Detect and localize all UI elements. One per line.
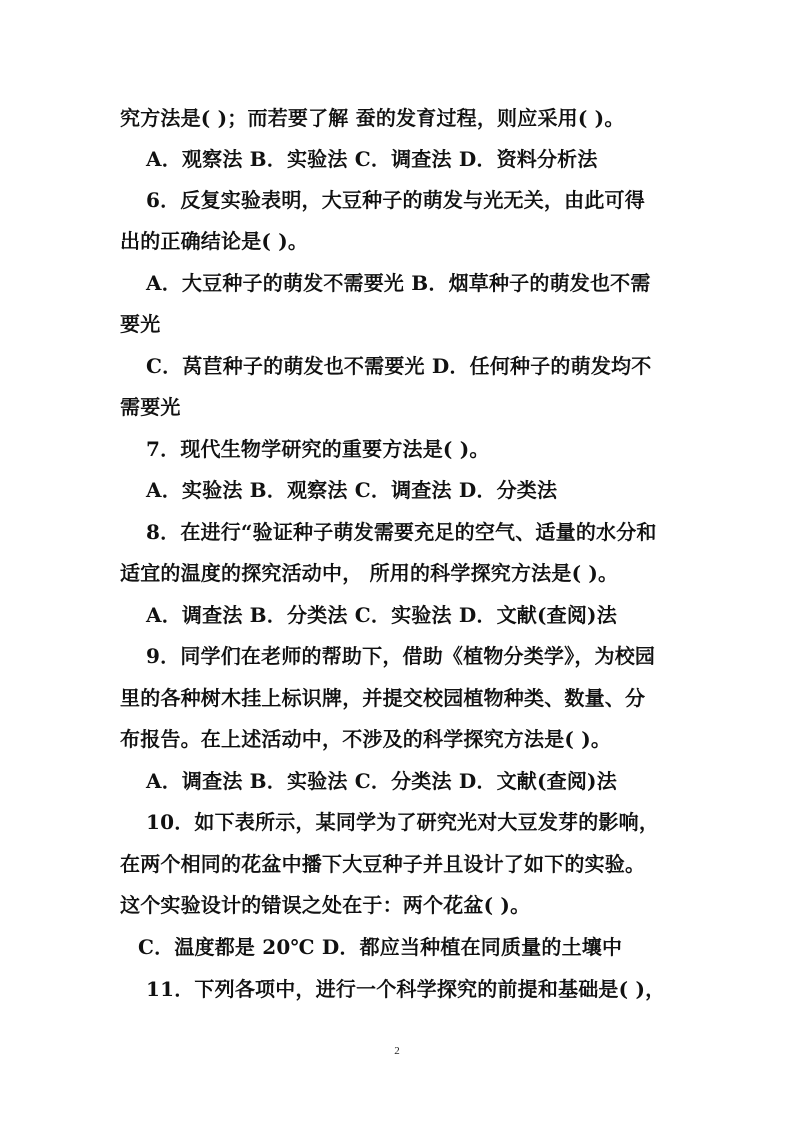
- text-line-18: 10．如下表所示，某同学为了研究光对大豆发芽的影响，: [146, 810, 660, 834]
- text-line-21: C．温度都是 20℃ D．都应当种植在同质量的土壤中: [138, 935, 623, 959]
- text-line-22: 11．下列各项中，进行一个科学探究的前提和基础是( )，: [146, 977, 666, 1001]
- text-line-6: 要光: [120, 312, 161, 336]
- text-line-20: 这个实验设计的错误之处在于：两个花盆( )。: [120, 893, 531, 917]
- text-line-13: A．调查法 B．分类法 C．实验法 D．文献(查阅)法: [146, 603, 617, 627]
- text-line-12: 适宜的温度的探究活动中， 所用的科学探究方法是( )。: [120, 561, 619, 585]
- text-line-3: 6．反复实验表明，大豆种子的萌发与光无关，由此可得: [146, 188, 645, 212]
- text-line-1: 究方法是( )；而若要了解 蚕的发育过程，则应采用( )。: [120, 106, 625, 130]
- text-line-2: A．观察法 B．实验法 C．调查法 D．资料分析法: [146, 147, 598, 171]
- page-number: 2: [394, 1045, 400, 1057]
- text-line-16: 布报告。在上述活动中，不涉及的科学探究方法是( )。: [120, 727, 612, 751]
- text-line-10: A．实验法 B．观察法 C．调查法 D．分类法: [146, 478, 558, 502]
- text-line-5: A．大豆种子的萌发不需要光 B．烟草种子的萌发也不需: [146, 271, 651, 295]
- text-line-15: 里的各种树木挂上标识牌，并提交校园植物种类、数量、分: [120, 686, 646, 710]
- text-line-14: 9．同学们在老师的帮助下，借助《植物分类学》，为校园: [146, 644, 656, 668]
- text-line-11: 8．在进行“验证种子萌发需要充足的空气、适量的水分和: [146, 520, 657, 544]
- text-line-9: 7．现代生物学研究的重要方法是( )。: [146, 437, 490, 461]
- text-line-19: 在两个相同的花盆中播下大豆种子并且设计了如下的实验。: [120, 852, 646, 876]
- text-line-17: A．调查法 B．实验法 C．分类法 D．文献(查阅)法: [146, 769, 617, 793]
- text-line-8: 需要光: [120, 395, 181, 419]
- text-line-7: C．莴苣种子的萌发也不需要光 D．任何种子的萌发均不: [146, 354, 652, 378]
- text-line-4: 出的正确结论是( )。: [120, 229, 309, 253]
